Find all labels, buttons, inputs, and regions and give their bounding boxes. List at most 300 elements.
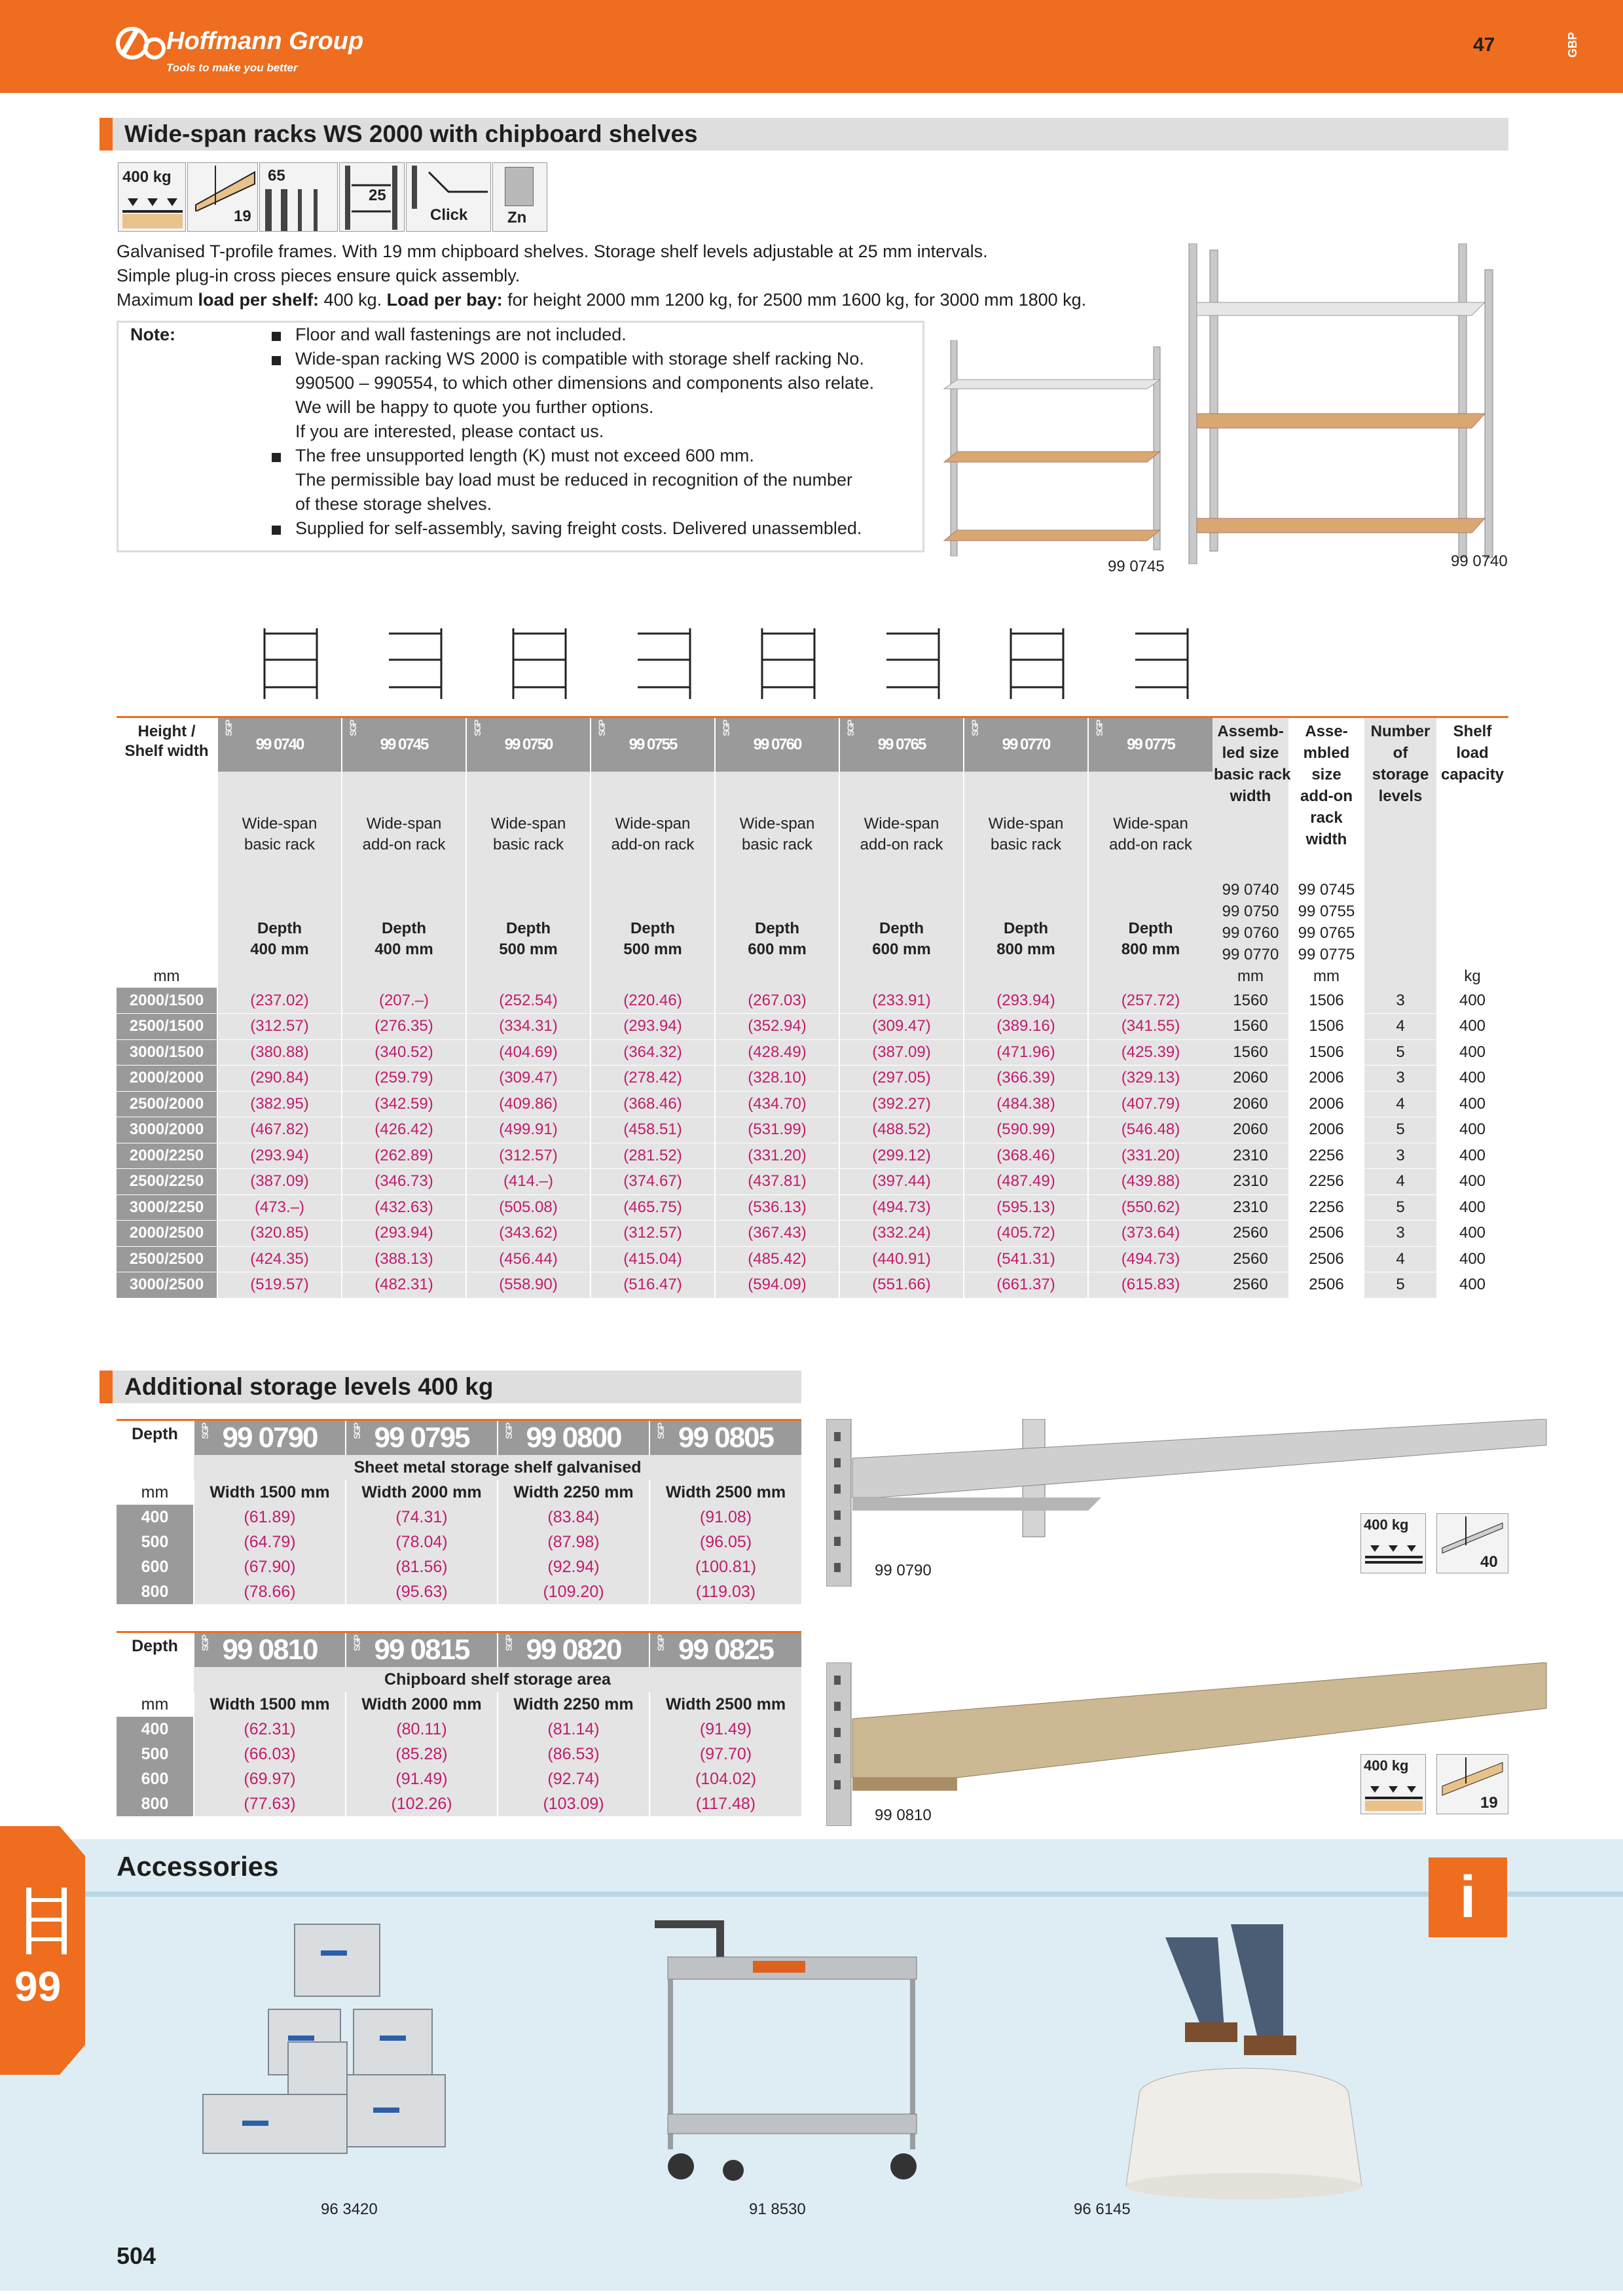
price-cell: (78.04) — [346, 1530, 498, 1554]
table-row — [117, 1221, 1508, 1247]
note-label: Note: — [130, 325, 175, 344]
load-icon-small: 400 kg — [1360, 1754, 1426, 1814]
price-cell: (276.35) — [342, 1014, 466, 1040]
product-code: SGP 99 0760 — [715, 718, 839, 772]
pitch-icon: 65 — [259, 162, 338, 232]
zinc-icon: Zn — [492, 162, 547, 232]
price-cell: (233.91) — [839, 988, 964, 1014]
chipboard-shelf-table: Depth SGP 99 0810 SGP 99 0815 SGP 99 0820 SGP 99 0825 Chipboard shelf storage area mm Width 1500 mm Width 2000 mm Width 2250 mm Width 2500 mm 400 (62.31) (80.11) (81.14) (91.49) 500 (66.03) (85.28) (86.53) (97.70) 600 (69.97) (91.49) (92.74) (104.02) 800 (77.63) (102.26) (103.09) (117.48) — [117, 1631, 801, 1816]
addon-width-cell: 2506 — [1288, 1272, 1364, 1299]
load-cell: 400 — [1436, 1169, 1508, 1195]
row-size: 2000/1500 — [117, 988, 217, 1014]
product-code: SGP 99 0795 — [346, 1421, 498, 1455]
page-number: 504 — [117, 2242, 156, 2269]
note-item: We will be happy to quote you further options. — [295, 397, 654, 417]
price-cell: (104.02) — [649, 1767, 801, 1791]
price-cell: (331.20) — [715, 1143, 839, 1169]
table-row — [117, 1767, 801, 1791]
price-cell: (85.28) — [346, 1742, 498, 1767]
price-cell: (382.95) — [217, 1091, 342, 1117]
basic-width-cell: 1560 — [1213, 988, 1288, 1014]
price-cell: (328.10) — [715, 1066, 839, 1092]
corner-label: Shelf width — [124, 742, 209, 760]
thickness-icon: 19 — [187, 162, 258, 232]
description-line-1: Galvanised T-profile frames. With 19 mm chipboard shelves. Storage shelf levels adjustable at 25 mm intervals. — [117, 242, 988, 261]
price-cell: (91.08) — [649, 1505, 801, 1530]
price-cell: (505.08) — [466, 1194, 591, 1221]
price-cell: (281.52) — [591, 1143, 715, 1169]
price-cell: (343.62) — [466, 1221, 591, 1247]
price-cell: (332.24) — [839, 1221, 964, 1247]
price-cell: (293.94) — [591, 1014, 715, 1040]
price-cell: (594.09) — [715, 1272, 839, 1299]
addon-width-cell: 1506 — [1288, 1014, 1364, 1040]
accessory-caption: 91 8530 — [749, 2200, 806, 2218]
price-cell: (97.70) — [649, 1742, 801, 1767]
price-cell: (380.88) — [217, 1039, 342, 1066]
price-cell: (661.37) — [964, 1272, 1088, 1299]
note-item: Wide-span racking WS 2000 is compatible with storage shelf racking No. — [295, 349, 864, 368]
price-cell: (346.73) — [342, 1169, 466, 1195]
sheet-shelf-table: Depth SGP 99 0790 SGP 99 0795 SGP 99 0800 SGP 99 0805 Sheet metal storage shelf galvanised mm Width 1500 mm Width 2000 mm Width 2250 mm Width 2500 mm 400 (61.89) (74.31) (83.84) (91.08) 500 (64.79) (78.04) (87.98) (96.05) 600 (67.90) (81.56) (92.94) (100.81) 800 (78.66) (95.63) (109.20) (119.03) — [117, 1419, 801, 1604]
price-cell: (615.83) — [1088, 1272, 1213, 1299]
product-code: SGP 99 0805 — [649, 1421, 801, 1455]
row-depth: 400 — [117, 1505, 194, 1530]
brand-name: Hoffmann Group — [166, 27, 364, 55]
product-type: Wide-span basic rack Depth 500 mm — [466, 772, 591, 965]
interval-icon: 25 — [339, 162, 405, 232]
price-cell: (259.79) — [342, 1066, 466, 1092]
price-cell: (80.11) — [346, 1717, 498, 1742]
rack-price-table: Height / Shelf width SGP 99 0740 SGP 99 0745 SGP 99 0750 SGP 99 0755 SGP 99 0760 SGP 99 0765 SGP 99 0770 SGP 99 0775 Assemb- led size basic rack width 99 0740 99 0750 99 0760 99 0770 Asse- mbled size add-on rack width 99 0745 99 0755 99 0765 99 0775 Number of storage levels Shelf load capacity Wide-span basic rack Depth 400 mm Wide-span add-on rack Depth 400 mm Wide-span basic rack Depth 500 mm Wide-span add-on rack Depth 500 mm Wide-span basic rack Depth 600 mm Wide-span add-on rack Depth 600 mm Wide-span basic rack Depth 800 mm Wide-span add-on rack Depth 800 mm mm mm mm kg 2000/1500 (237.02) (207.–) (252.54) (220.46) (267.03) (233.91) (293.94) (257.72) 1560 1506 3 400 2500/1500 (312.57) (276.35) (334.31) (293.94) (352.94) (309.47) (389.16) (341.55) 1560 1506 4 400 3000/1500 (380.88) (340.52) (404.69) (364.32) (428.49) (387.09) (471.96) (425.39) 1560 1506 5 400 2000/2000 (290.84) (259.79) (309.47) (278.42) (328.10) (297.05) (366.39) (329.13) 2060 2006 3 400 2500/2000 (382.95) (342.59) (409.86) (368.46) (434.70) (392.27) (484.38) (407.79) 2060 2006 4 400 3000/2000 (467.82) (426.42) (499.91) (458.51) (531.99) (488.52) (590.99) (546.48) 2060 2006 5 400 2000/2250 (293.94) (262.89) (312.57) (281.52) (331.20) (299.12) (368.46) (331.20) 2310 2256 3 400 2500/2250 (387.09) (346.73) (414.–) (374.67) (437.81) (397.44) (487.49) (439.88) 2310 2256 4 400 3000/2250 (473.–) (432.63) (505.08) (465.75) (536.13) (494.73) (595.13) (550.62) 2310 2256 5 400 2000/2500 (320.85) (293.94) (343.62) (312.57) (367.43) (332.24) (405.72) (373.64) 2560 2506 3 400 2500/2500 (424.35) (388.13) (456.44) (415.04) (485.42) (440.91) (541.31) (494.73) 2560 2506 4 400 3000/2500 (519.57) (482.31) (558.90) (516.47) (594.09) (551.66) (661.37) (615.83) 2560 2506 5 400 — [117, 716, 1508, 1299]
price-cell: (278.42) — [591, 1066, 715, 1092]
product-code: SGP 99 0810 — [194, 1633, 346, 1667]
addon-width-cell: 2006 — [1288, 1066, 1364, 1092]
image-caption: 99 0740 — [1451, 552, 1508, 570]
price-cell: (426.42) — [342, 1117, 466, 1143]
basic-width-cell: 2560 — [1213, 1221, 1288, 1247]
levels-cell: 4 — [1364, 1169, 1436, 1195]
rack-image-basic — [1184, 243, 1511, 564]
load-cell: 400 — [1436, 1117, 1508, 1143]
price-cell: (467.82) — [217, 1117, 342, 1143]
price-cell: (415.04) — [591, 1246, 715, 1272]
price-cell: (341.55) — [1088, 1014, 1213, 1040]
price-cell: (119.03) — [649, 1579, 801, 1604]
image-caption: 99 0745 — [1108, 558, 1165, 575]
price-cell: (516.47) — [591, 1272, 715, 1299]
product-code: SGP 99 0745 — [342, 718, 466, 772]
addon-width-cell: 1506 — [1288, 1039, 1364, 1066]
row-depth: 800 — [117, 1579, 194, 1604]
price-cell: (117.48) — [649, 1791, 801, 1816]
row-depth: 600 — [117, 1767, 194, 1791]
price-cell: (373.64) — [1088, 1221, 1213, 1247]
price-cell: (405.72) — [964, 1221, 1088, 1247]
product-code: SGP 99 0765 — [839, 718, 964, 772]
price-cell: (387.09) — [839, 1039, 964, 1066]
price-cell: (69.97) — [194, 1767, 346, 1791]
note-box — [117, 321, 924, 552]
price-cell: (388.13) — [342, 1246, 466, 1272]
click-icon: Click — [406, 162, 491, 232]
price-cell: (558.90) — [466, 1272, 591, 1299]
note-item: 990500 – 990554, to which other dimensions and components also relate. — [295, 373, 875, 393]
price-cell: (299.12) — [839, 1143, 964, 1169]
step-stool-image — [1087, 1924, 1414, 2199]
price-cell: (103.09) — [498, 1791, 649, 1816]
product-code: SGP 99 0755 — [591, 718, 715, 772]
table-row — [117, 1039, 1508, 1066]
load-cell: 400 — [1436, 1066, 1508, 1092]
price-cell: (536.13) — [715, 1194, 839, 1221]
table-subtitle: Sheet metal storage shelf galvanised — [194, 1455, 801, 1480]
load-cell: 400 — [1436, 1221, 1508, 1247]
row-size: 3000/2500 — [117, 1272, 217, 1299]
price-cell: (257.72) — [1088, 988, 1213, 1014]
price-cell: (309.47) — [466, 1066, 591, 1092]
price-cell: (471.96) — [964, 1039, 1088, 1066]
aluminium-boxes-image — [190, 1911, 465, 2186]
product-code: SGP 99 0790 — [194, 1421, 346, 1455]
row-depth: 500 — [117, 1742, 194, 1767]
price-cell: (77.63) — [194, 1791, 346, 1816]
price-cell: (109.20) — [498, 1579, 649, 1604]
addon-width-cell: 2506 — [1288, 1246, 1364, 1272]
load-cell: 400 — [1436, 1246, 1508, 1272]
product-code: SGP 99 0800 — [498, 1421, 649, 1455]
section-title-wide-span: Wide-span racks WS 2000 with chipboard shelves — [100, 118, 1508, 151]
table-row — [117, 1554, 801, 1579]
table-row — [117, 1169, 1508, 1195]
price-cell: (366.39) — [964, 1066, 1088, 1092]
price-cell: (456.44) — [466, 1246, 591, 1272]
price-cell: (595.13) — [964, 1194, 1088, 1221]
product-type: Wide-span add-on rack Depth 400 mm — [342, 772, 466, 965]
price-cell: (66.03) — [194, 1742, 346, 1767]
basic-width-cell: 2310 — [1213, 1194, 1288, 1221]
load-cell: 400 — [1436, 1143, 1508, 1169]
price-cell: (404.69) — [466, 1039, 591, 1066]
price-cell: (312.57) — [466, 1143, 591, 1169]
price-cell: (428.49) — [715, 1039, 839, 1066]
row-size: 3000/1500 — [117, 1039, 217, 1066]
section-title-additional: Additional storage levels 400 kg — [100, 1371, 801, 1403]
price-cell: (465.75) — [591, 1194, 715, 1221]
basic-width-cell: 2060 — [1213, 1091, 1288, 1117]
price-cell: (92.94) — [498, 1554, 649, 1579]
table-row — [117, 1014, 1508, 1040]
price-cell: (482.31) — [342, 1272, 466, 1299]
levels-cell: 5 — [1364, 1272, 1436, 1299]
product-code: SGP 99 0750 — [466, 718, 591, 772]
basic-width-cell: 2560 — [1213, 1246, 1288, 1272]
table-row — [117, 1246, 1508, 1272]
price-cell: (488.52) — [839, 1117, 964, 1143]
product-code: SGP 99 0775 — [1088, 718, 1213, 772]
basic-width-cell: 1560 — [1213, 1039, 1288, 1066]
levels-cell: 5 — [1364, 1117, 1436, 1143]
price-cell: (432.63) — [342, 1194, 466, 1221]
price-cell: (352.94) — [715, 1014, 839, 1040]
country-code: GBP — [1566, 31, 1579, 58]
table-row — [117, 1505, 801, 1530]
price-cell: (74.31) — [346, 1505, 498, 1530]
table-row — [117, 1791, 801, 1816]
load-cell: 400 — [1436, 1014, 1508, 1040]
price-cell: (86.53) — [498, 1742, 649, 1767]
price-cell: (342.59) — [342, 1091, 466, 1117]
price-cell: (267.03) — [715, 988, 839, 1014]
rack-image-add-on — [938, 340, 1173, 556]
price-cell: (309.47) — [839, 1014, 964, 1040]
table-row — [117, 988, 1508, 1014]
price-cell: (297.05) — [839, 1066, 964, 1092]
price-cell: (331.20) — [1088, 1143, 1213, 1169]
product-code: SGP 99 0770 — [964, 718, 1088, 772]
hoffmann-logo-icon — [114, 24, 170, 60]
levels-cell: 5 — [1364, 1194, 1436, 1221]
price-cell: (434.70) — [715, 1091, 839, 1117]
addon-width-cell: 1506 — [1288, 988, 1364, 1014]
product-type: Wide-span add-on rack Depth 500 mm — [591, 772, 715, 965]
product-code: SGP 99 0815 — [346, 1633, 498, 1667]
load-icon-small: 400 kg — [1360, 1513, 1426, 1573]
price-cell: (374.67) — [591, 1169, 715, 1195]
accessory-caption: 96 6145 — [1074, 2200, 1131, 2218]
price-cell: (293.94) — [342, 1221, 466, 1247]
corner-label: Height / — [137, 723, 196, 740]
row-size: 2000/2250 — [117, 1143, 217, 1169]
product-code: SGP 99 0820 — [498, 1633, 649, 1667]
price-cell: (487.49) — [964, 1169, 1088, 1195]
price-cell: (499.91) — [466, 1117, 591, 1143]
thickness-icon-small: 19 — [1436, 1754, 1508, 1814]
row-size: 3000/2000 — [117, 1117, 217, 1143]
table-row — [117, 1579, 801, 1604]
price-cell: (237.02) — [217, 988, 342, 1014]
price-cell: (392.27) — [839, 1091, 964, 1117]
price-cell: (368.46) — [964, 1143, 1088, 1169]
thickness-icon-small: 40 — [1436, 1513, 1508, 1573]
price-cell: (293.94) — [964, 988, 1088, 1014]
price-cell: (494.73) — [839, 1194, 964, 1221]
price-cell: (81.56) — [346, 1554, 498, 1579]
accessories-divider — [0, 1892, 1623, 1897]
price-cell: (220.46) — [591, 988, 715, 1014]
price-cell: (368.46) — [591, 1091, 715, 1117]
load-cell: 400 — [1436, 1194, 1508, 1221]
price-cell: (61.89) — [194, 1505, 346, 1530]
addon-width-cell: 2006 — [1288, 1117, 1364, 1143]
price-cell: (62.31) — [194, 1717, 346, 1742]
price-cell: (389.16) — [964, 1014, 1088, 1040]
row-size: 2500/2500 — [117, 1246, 217, 1272]
table-row — [117, 1143, 1508, 1169]
price-cell: (334.31) — [466, 1014, 591, 1040]
head-assembled-addon: Asse- mbled size add-on rack width 99 0745 99 0755 99 0765 99 0775 — [1298, 723, 1355, 963]
table-row — [117, 1272, 1508, 1299]
basic-width-cell: 2310 — [1213, 1169, 1288, 1195]
product-type: Wide-span add-on rack Depth 800 mm — [1088, 772, 1213, 965]
price-cell: (207.–) — [342, 988, 466, 1014]
levels-cell: 3 — [1364, 1221, 1436, 1247]
levels-cell: 4 — [1364, 1091, 1436, 1117]
price-cell: (100.81) — [649, 1554, 801, 1579]
price-cell: (262.89) — [342, 1143, 466, 1169]
table-row — [117, 1742, 801, 1767]
basic-width-cell: 2060 — [1213, 1117, 1288, 1143]
table-subtitle: Chipboard shelf storage area — [194, 1667, 801, 1692]
head-levels: Number of storage levels — [1364, 718, 1436, 965]
description-line-2: Simple plug-in cross pieces ensure quick assembly. — [117, 266, 520, 285]
row-size: 3000/2250 — [117, 1194, 217, 1221]
basic-width-cell: 2310 — [1213, 1143, 1288, 1169]
image-caption: 99 0790 — [875, 1562, 932, 1579]
row-depth: 800 — [117, 1791, 194, 1816]
price-cell: (320.85) — [217, 1221, 342, 1247]
price-cell: (102.26) — [346, 1791, 498, 1816]
product-type: Wide-span add-on rack Depth 600 mm — [839, 772, 964, 965]
product-code: SGP 99 0740 — [217, 718, 342, 772]
row-size: 2500/2250 — [117, 1169, 217, 1195]
row-depth: 400 — [117, 1717, 194, 1742]
product-type: Wide-span basic rack Depth 400 mm — [217, 772, 342, 965]
table-row — [117, 1091, 1508, 1117]
price-cell: (425.39) — [1088, 1039, 1213, 1066]
basic-width-cell: 1560 — [1213, 1014, 1288, 1040]
accessories-title: Accessories — [117, 1851, 279, 1882]
basic-width-cell: 2560 — [1213, 1272, 1288, 1299]
price-cell: (290.84) — [217, 1066, 342, 1092]
price-cell: (81.14) — [498, 1717, 649, 1742]
price-cell: (439.88) — [1088, 1169, 1213, 1195]
price-cell: (424.35) — [217, 1246, 342, 1272]
price-cell: (541.31) — [964, 1246, 1088, 1272]
price-cell: (312.57) — [591, 1221, 715, 1247]
price-cell: (312.57) — [217, 1014, 342, 1040]
price-cell: (252.54) — [466, 988, 591, 1014]
note-item: of these storage shelves. — [295, 494, 492, 514]
table-row — [117, 1117, 1508, 1143]
note-item: Supplied for self-assembly, saving freight costs. Delivered unassembled. — [295, 518, 862, 538]
price-cell: (494.73) — [1088, 1246, 1213, 1272]
row-size: 2500/1500 — [117, 1014, 217, 1040]
load-cell: 400 — [1436, 988, 1508, 1014]
unit-label: mm — [153, 967, 180, 985]
row-size: 2000/2500 — [117, 1221, 217, 1247]
note-item: If you are interested, please contact us. — [295, 422, 604, 441]
price-cell: (590.99) — [964, 1117, 1088, 1143]
price-cell: (78.66) — [194, 1579, 346, 1604]
price-cell: (340.52) — [342, 1039, 466, 1066]
product-code: SGP 99 0825 — [649, 1633, 801, 1667]
basic-width-cell: 2060 — [1213, 1066, 1288, 1092]
addon-width-cell: 2006 — [1288, 1091, 1364, 1117]
price-cell: (95.63) — [346, 1579, 498, 1604]
row-size: 2500/2000 — [117, 1091, 217, 1117]
price-cell: (91.49) — [649, 1717, 801, 1742]
price-cell: (551.66) — [839, 1272, 964, 1299]
rack-chapter-icon — [22, 1885, 75, 1957]
price-cell: (397.44) — [839, 1169, 964, 1195]
price-cell: (458.51) — [591, 1117, 715, 1143]
table-row — [117, 1717, 801, 1742]
price-cell: (519.57) — [217, 1272, 342, 1299]
accessory-caption: 96 3420 — [321, 2200, 378, 2218]
addon-width-cell: 2256 — [1288, 1169, 1364, 1195]
trolley-image — [642, 1911, 930, 2193]
product-type: Wide-span basic rack Depth 800 mm — [964, 772, 1088, 965]
levels-cell: 3 — [1364, 988, 1436, 1014]
price-cell: (91.49) — [346, 1767, 498, 1791]
price-cell: (440.91) — [839, 1246, 964, 1272]
levels-cell: 4 — [1364, 1014, 1436, 1040]
table-row — [117, 1066, 1508, 1092]
price-cell: (367.43) — [715, 1221, 839, 1247]
load-cell: 400 — [1436, 1091, 1508, 1117]
price-cell: (473.–) — [217, 1194, 342, 1221]
levels-cell: 5 — [1364, 1039, 1436, 1066]
levels-cell: 4 — [1364, 1246, 1436, 1272]
note-item: Floor and wall fastenings are not included. — [295, 325, 627, 344]
row-depth: 600 — [117, 1554, 194, 1579]
rack-diagrams — [242, 628, 1224, 700]
price-cell: (92.74) — [498, 1767, 649, 1791]
load-cell: 400 — [1436, 1039, 1508, 1066]
price-cell: (531.99) — [715, 1117, 839, 1143]
price-cell: (437.81) — [715, 1169, 839, 1195]
chapter-number: 99 — [14, 1963, 62, 2010]
max-load-line: Maximum load per shelf: 400 kg. Load per bay: for height 2000 mm 1200 kg, for 2500 mm 1600 kg, for 3000 mm 1800 kg. — [117, 290, 1087, 310]
price-cell: (409.86) — [466, 1091, 591, 1117]
price-cell: (329.13) — [1088, 1066, 1213, 1092]
price-cell: (64.79) — [194, 1530, 346, 1554]
price-cell: (67.90) — [194, 1554, 346, 1579]
table-row — [117, 1194, 1508, 1221]
load-cell: 400 — [1436, 1272, 1508, 1299]
info-icon[interactable]: i — [1429, 1857, 1507, 1937]
addon-width-cell: 2256 — [1288, 1194, 1364, 1221]
price-cell: (293.94) — [217, 1143, 342, 1169]
load-icon: 400 kg — [118, 162, 186, 232]
page-number-top: 47 — [1473, 34, 1495, 56]
note-item: The free unsupported length (K) must not exceed 600 mm. — [295, 446, 754, 465]
note-item: The permissible bay load must be reduced in recognition of the number — [295, 470, 852, 490]
row-depth: 500 — [117, 1530, 194, 1554]
price-cell: (484.38) — [964, 1091, 1088, 1117]
table-row — [117, 1530, 801, 1554]
price-cell: (414.–) — [466, 1169, 591, 1195]
price-cell: (485.42) — [715, 1246, 839, 1272]
price-cell: (546.48) — [1088, 1117, 1213, 1143]
price-cell: (96.05) — [649, 1530, 801, 1554]
price-cell: (407.79) — [1088, 1091, 1213, 1117]
head-assembled-basic: Assemb- led size basic rack width 99 0740 99 0750 99 0760 99 0770 — [1213, 718, 1288, 965]
image-caption: 99 0810 — [875, 1806, 932, 1824]
price-cell: (83.84) — [498, 1505, 649, 1530]
levels-cell: 3 — [1364, 1066, 1436, 1092]
levels-cell: 3 — [1364, 1143, 1436, 1169]
row-size: 2000/2000 — [117, 1066, 217, 1092]
addon-width-cell: 2506 — [1288, 1221, 1364, 1247]
price-cell: (550.62) — [1088, 1194, 1213, 1221]
addon-width-cell: 2256 — [1288, 1143, 1364, 1169]
product-type: Wide-span basic rack Depth 600 mm — [715, 772, 839, 965]
price-cell: (387.09) — [217, 1169, 342, 1195]
price-cell: (364.32) — [591, 1039, 715, 1066]
brand-tagline: Tools to make you better — [166, 62, 298, 74]
